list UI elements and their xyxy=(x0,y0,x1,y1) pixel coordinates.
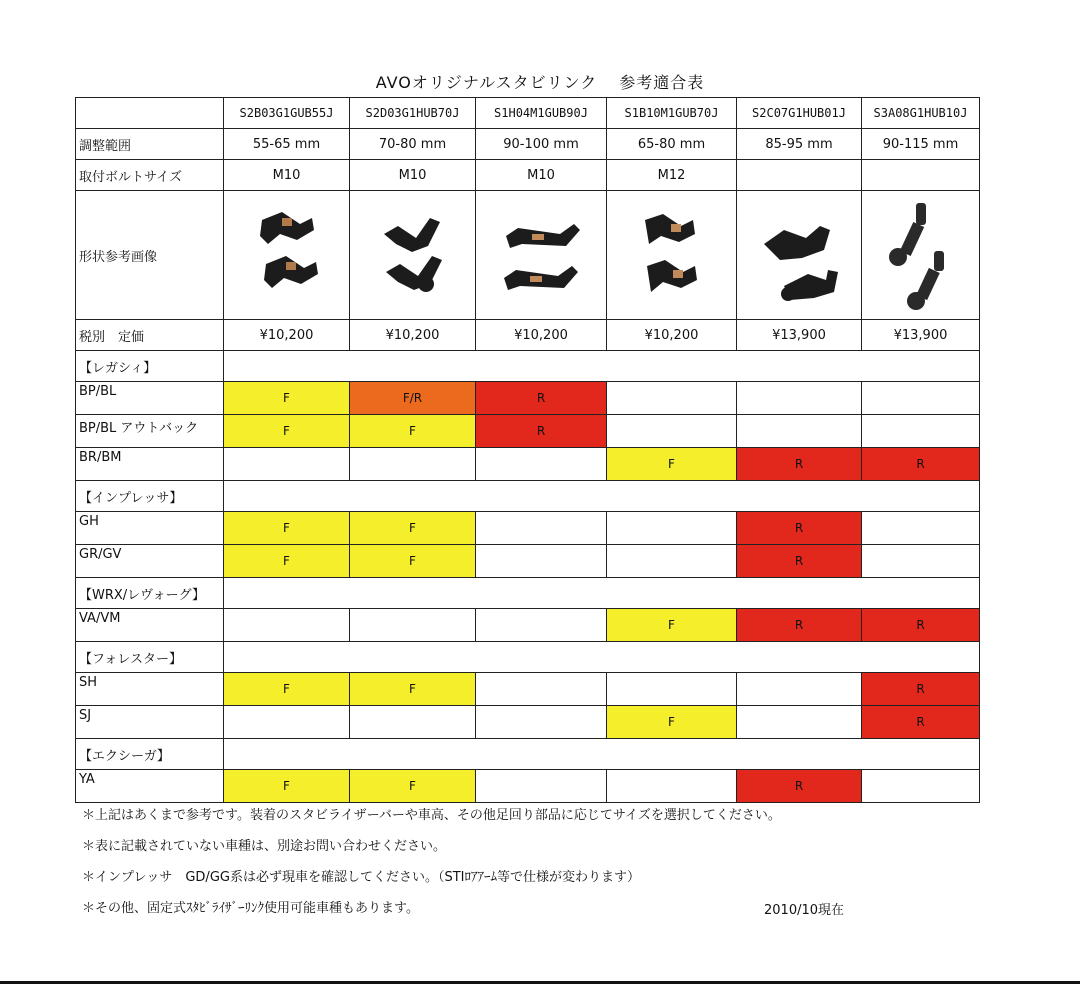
fitment-cell xyxy=(607,545,737,578)
fitment-cell xyxy=(350,448,476,481)
fitment-cell xyxy=(476,706,607,739)
section-spacer xyxy=(224,642,980,673)
fitment-cell xyxy=(607,770,737,803)
fitment-cell xyxy=(607,448,737,481)
fitment-cell xyxy=(350,512,476,545)
fitment-position: R xyxy=(794,617,804,632)
range-value: 85-95 mm xyxy=(737,129,862,160)
fitment-cell xyxy=(737,512,862,545)
section-spacer xyxy=(224,481,980,512)
section-spacer xyxy=(224,578,980,609)
section-row xyxy=(76,481,980,512)
fitment-position: F xyxy=(283,778,290,793)
price-value: ¥10,200 xyxy=(350,320,476,351)
fitment-cell xyxy=(862,770,980,803)
fitment-cell xyxy=(224,382,350,415)
fitment-position: F xyxy=(283,520,290,535)
fitment-cell xyxy=(607,415,737,448)
stabilizer-link-image xyxy=(496,200,586,310)
fitment-cell xyxy=(862,415,980,448)
model-label: BP/BL アウトバック xyxy=(76,415,224,448)
note-line: ＊その他、固定式ｽﾀﾋﾞﾗｲｻﾞｰﾘﾝｸ使用可能車種もあります。 xyxy=(82,901,419,916)
fitment-cell xyxy=(607,706,737,739)
bolt-row xyxy=(76,160,980,191)
fitment-position: R xyxy=(536,390,546,405)
fitment-position: R xyxy=(794,553,804,568)
fitment-cell xyxy=(476,609,607,642)
fitment-position: F xyxy=(409,520,416,535)
fitment-position: R xyxy=(916,714,925,729)
fitment-cell xyxy=(862,382,980,415)
fitment-cell xyxy=(350,609,476,642)
product-code: S1B10M1GUB70J xyxy=(607,98,737,129)
model-label: VA/VM xyxy=(76,609,224,642)
range-value: 90-115 mm xyxy=(862,129,980,160)
fitment-row xyxy=(76,706,980,739)
fitment-row xyxy=(76,609,980,642)
fitment-position: R xyxy=(536,423,546,438)
row-label-price: 税別 定価 xyxy=(76,320,224,351)
fitment-position: F xyxy=(409,778,416,793)
fitment-cell xyxy=(224,673,350,706)
price-value: ¥10,200 xyxy=(607,320,737,351)
model-label: SH xyxy=(76,673,224,706)
fitment-position: R xyxy=(916,456,925,471)
fitment-position: F xyxy=(409,423,416,438)
fitment-cell xyxy=(224,448,350,481)
model-label: YA xyxy=(76,770,224,803)
model-label: GR/GV xyxy=(76,545,224,578)
fitment-cell xyxy=(862,706,980,739)
fitment-cell xyxy=(350,545,476,578)
product-image xyxy=(737,191,862,320)
range-row xyxy=(76,129,980,160)
section-label: 【WRX/レヴォーグ】 xyxy=(76,578,224,609)
fitment-cell xyxy=(476,545,607,578)
range-value: 65-80 mm xyxy=(607,129,737,160)
range-value: 70-80 mm xyxy=(350,129,476,160)
note-line: ＊表に記載されていない車種は、別途お問い合わせください。 xyxy=(82,839,447,854)
section-label: 【フォレスター】 xyxy=(76,642,224,673)
product-code: S1H04M1GUB90J xyxy=(476,98,607,129)
section-spacer xyxy=(224,739,980,770)
chart-title xyxy=(0,70,1080,93)
product-image xyxy=(862,191,980,320)
bolt-value xyxy=(862,160,980,191)
fitment-cell xyxy=(476,448,607,481)
fitment-position: F xyxy=(668,456,675,471)
fitment-position: F xyxy=(409,681,416,696)
row-label-bolt: 取付ボルトサイズ xyxy=(76,160,224,191)
bolt-value: M10 xyxy=(350,160,476,191)
fitment-cell xyxy=(737,673,862,706)
product-code: S2C07G1HUB01J xyxy=(737,98,862,129)
bolt-value: M12 xyxy=(607,160,737,191)
bolt-value: M10 xyxy=(476,160,607,191)
price-row xyxy=(76,320,980,351)
fitment-cell xyxy=(862,545,980,578)
fitment-cell xyxy=(476,673,607,706)
title-sub: 参考適合表 xyxy=(619,73,705,92)
fitment-cell xyxy=(224,545,350,578)
section-label: 【インプレッサ】 xyxy=(76,481,224,512)
section-spacer xyxy=(224,351,980,382)
fitment-cell xyxy=(224,512,350,545)
fitment-row xyxy=(76,382,980,415)
fitment-cell xyxy=(224,609,350,642)
section-row xyxy=(76,642,980,673)
fitment-cell xyxy=(607,673,737,706)
fitment-cell xyxy=(476,770,607,803)
model-label: SJ xyxy=(76,706,224,739)
fitment-position: F xyxy=(283,390,290,405)
fitment-table xyxy=(75,97,980,803)
stabilizer-link-image xyxy=(754,200,844,310)
fitment-position: F xyxy=(283,553,290,568)
fitment-position: R xyxy=(794,520,804,535)
fitment-row xyxy=(76,673,980,706)
image-row xyxy=(76,191,980,320)
notes xyxy=(82,806,982,930)
fitment-row xyxy=(76,770,980,803)
stabilizer-link-image xyxy=(368,200,458,310)
fitment-position: F xyxy=(283,423,290,438)
fitment-row xyxy=(76,512,980,545)
fitment-cell xyxy=(862,609,980,642)
fitment-cell xyxy=(737,448,862,481)
fitment-cell xyxy=(350,770,476,803)
price-value: ¥13,900 xyxy=(737,320,862,351)
fitment-cell xyxy=(862,512,980,545)
product-image xyxy=(607,191,737,320)
model-label: BP/BL xyxy=(76,382,224,415)
fitment-cell xyxy=(224,770,350,803)
bolt-value xyxy=(737,160,862,191)
fitment-cell xyxy=(607,382,737,415)
fitment-position: F/R xyxy=(402,390,423,405)
title-main: AVOオリジナルスタビリンク xyxy=(375,73,598,92)
stabilizer-link-image xyxy=(242,200,332,310)
model-label: BR/BM xyxy=(76,448,224,481)
model-label: GH xyxy=(76,512,224,545)
product-code: S2D03G1HUB70J xyxy=(350,98,476,129)
section-row xyxy=(76,739,980,770)
fitment-position: F xyxy=(668,714,675,729)
range-value: 55-65 mm xyxy=(224,129,350,160)
fitment-cell xyxy=(350,673,476,706)
fitment-cell xyxy=(737,545,862,578)
fitment-cell xyxy=(224,706,350,739)
row-label-image: 形状参考画像 xyxy=(76,191,224,320)
product-code-row xyxy=(76,98,980,129)
fitment-cell xyxy=(737,706,862,739)
fitment-position: F xyxy=(283,681,290,696)
bolt-value: M10 xyxy=(224,160,350,191)
fitment-position: R xyxy=(794,456,804,471)
fitment-row xyxy=(76,545,980,578)
fitment-cell xyxy=(607,609,737,642)
row-label-range: 調整範囲 xyxy=(76,129,224,160)
fitment-cell xyxy=(862,448,980,481)
fitment-cell xyxy=(737,609,862,642)
fitment-cell xyxy=(350,706,476,739)
fitment-cell xyxy=(476,382,607,415)
stabilizer-link-image xyxy=(627,200,717,310)
section-row xyxy=(76,351,980,382)
fitment-cell xyxy=(607,512,737,545)
section-row xyxy=(76,578,980,609)
fitment-cell xyxy=(224,415,350,448)
note-line: ＊インプレッサ GD/GG系は必ず現車を確認してください。（STIﾛｱｱｰﾑ等で仕様が変わります） xyxy=(82,870,640,885)
fitment-cell xyxy=(862,673,980,706)
product-image xyxy=(224,191,350,320)
fitment-row xyxy=(76,415,980,448)
stabilizer-link-image xyxy=(876,195,966,315)
fitment-position: F xyxy=(409,553,416,568)
fitment-cell xyxy=(737,382,862,415)
fitment-position: F xyxy=(668,617,675,632)
fitment-cell xyxy=(737,415,862,448)
fitment-cell xyxy=(476,512,607,545)
section-label: 【エクシーガ】 xyxy=(76,739,224,770)
product-code: S3A08G1HUB10J xyxy=(862,98,980,129)
fitment-cell xyxy=(476,415,607,448)
price-value: ¥10,200 xyxy=(224,320,350,351)
price-value: ¥13,900 xyxy=(862,320,980,351)
note-line: ＊上記はあくまで参考です。装着のスタビライザーバーや車高、その他足回り部品に応じてサイズを選択してください。 xyxy=(82,808,781,823)
range-value: 90-100 mm xyxy=(476,129,607,160)
date-note: 2010/10現在 xyxy=(764,903,845,918)
fitment-row xyxy=(76,448,980,481)
fitment-cell xyxy=(737,770,862,803)
product-code: S2B03G1GUB55J xyxy=(224,98,350,129)
fitment-cell xyxy=(350,382,476,415)
fitment-position: R xyxy=(794,778,804,793)
price-value: ¥10,200 xyxy=(476,320,607,351)
fitment-position: R xyxy=(916,681,925,696)
fitment-cell xyxy=(350,415,476,448)
product-image xyxy=(350,191,476,320)
corner-cell xyxy=(76,98,224,129)
product-image xyxy=(476,191,607,320)
fitment-position: R xyxy=(916,617,925,632)
section-label: 【レガシィ】 xyxy=(76,351,224,382)
